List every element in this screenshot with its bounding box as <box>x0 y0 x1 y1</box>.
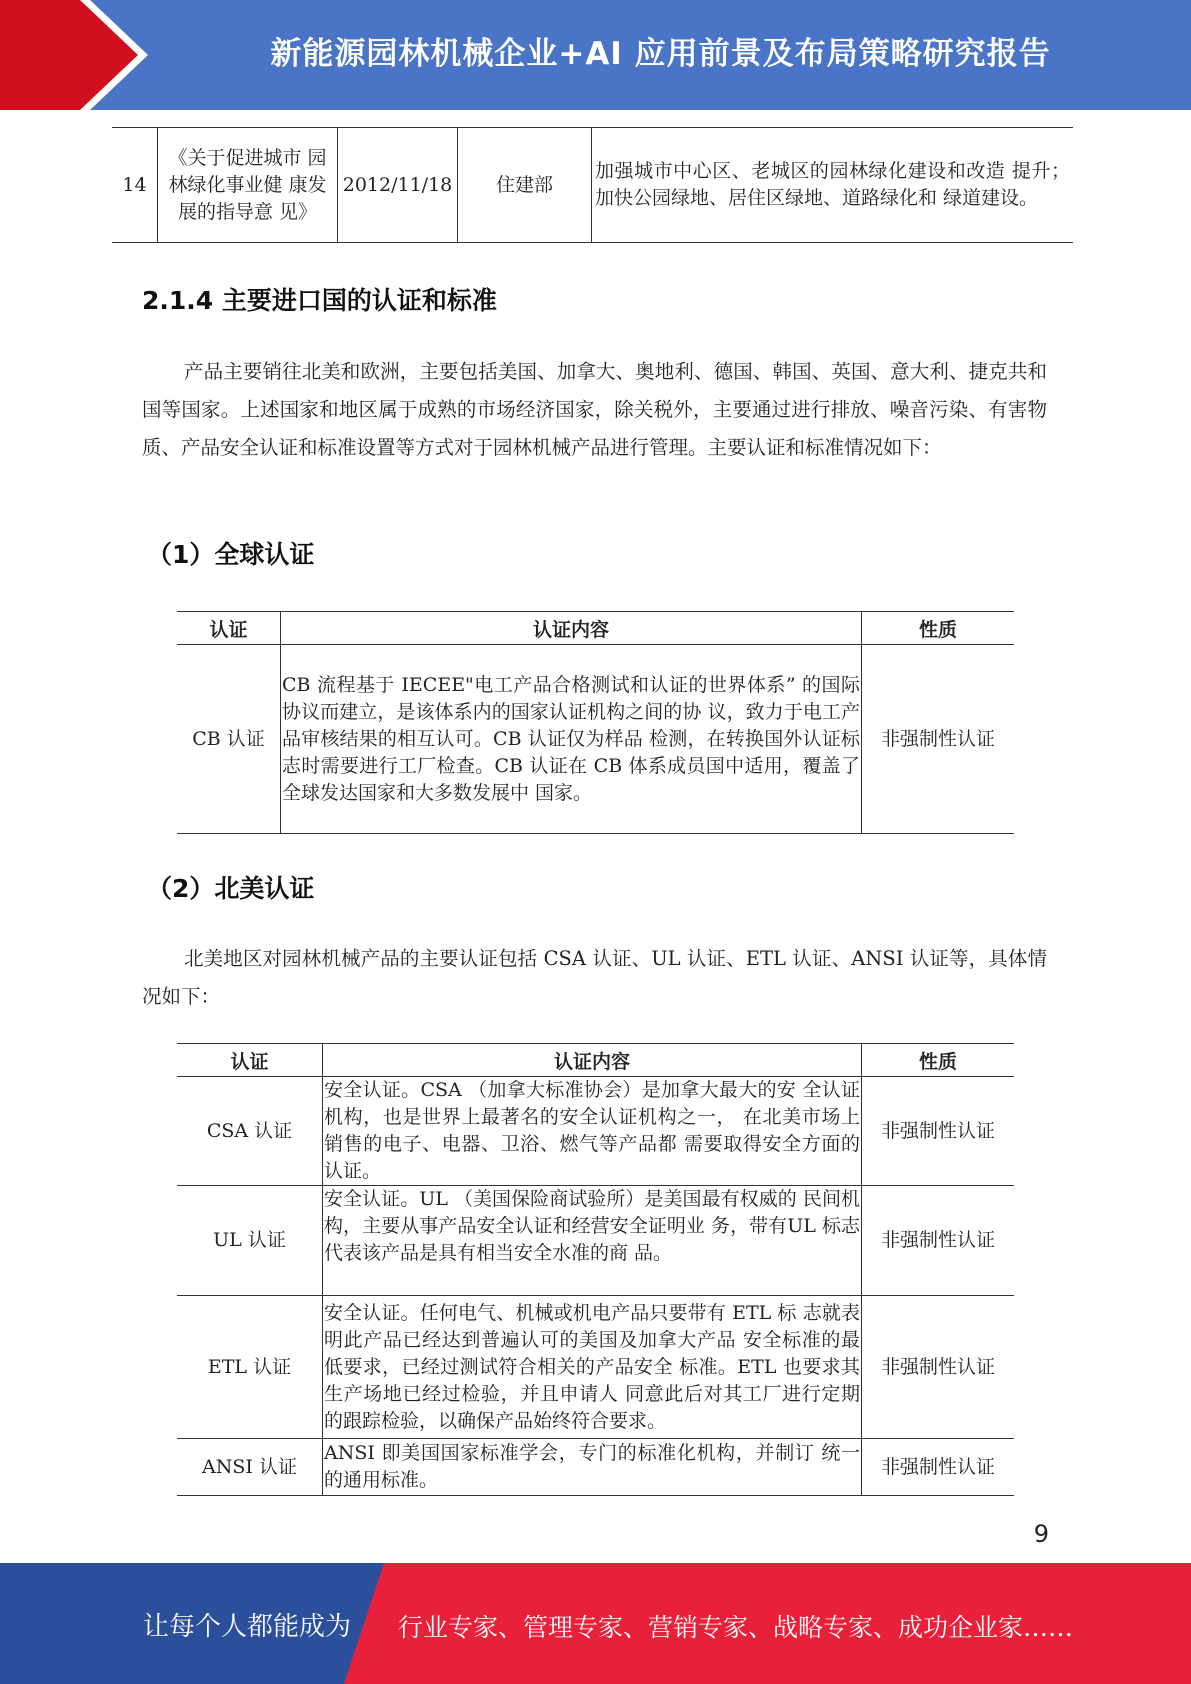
global-cert-table <box>177 611 1014 834</box>
cert-nature: 非强制性认证 <box>862 1077 1015 1186</box>
page-footer <box>0 1563 1191 1684</box>
policy-name: 《关于促进城市 园林绿化事业健 康发展的指导意 见》 <box>158 128 338 243</box>
cert-name: ANSI 认证 <box>177 1439 323 1496</box>
cert-name: CSA 认证 <box>177 1077 323 1186</box>
cert-nature: 非强制性认证 <box>862 645 1015 834</box>
col-header-content: 认证内容 <box>323 1044 862 1077</box>
table-row <box>177 1186 1014 1296</box>
page-number: 9 <box>1033 1520 1049 1548</box>
col-header-nature: 性质 <box>862 1044 1015 1077</box>
col-header-cert: 认证 <box>177 612 281 645</box>
global-cert-heading: （1）全球认证 <box>147 540 315 569</box>
policy-table <box>112 127 1073 243</box>
cert-content: 安全认证。任何电气、机械或机电产品只要带有 ETL 标 志就表明此产品已经达到普遍认可的美国及加拿大产品 安全标准的最低要求，已经过测试符合相关的产品安全 标准。ETL 也要求其生产场地已经过检验，并且申请人 同意此后对其工厂进行定期的跟踪检验，以确保产品始终符合要求。 <box>323 1296 862 1439</box>
policy-content: 加强城市中心区、老城区的园林绿化建设和改造 提升；加快公园绿地、居住区绿地、道路绿化和 绿道建设。 <box>592 128 1074 243</box>
cert-nature: 非强制性认证 <box>862 1296 1015 1439</box>
policy-department: 住建部 <box>458 128 592 243</box>
header-title: 新能源园林机械企业+AI 应用前景及布局策略研究报告 <box>270 36 1051 72</box>
row-number: 14 <box>112 128 158 243</box>
table-row <box>177 1296 1014 1439</box>
na-cert-heading: （2）北美认证 <box>147 874 315 903</box>
na-intro-paragraph: 北美地区对园林机械产品的主要认证包括 CSA 认证、UL 认证、ETL 认证、ANSI 认证等，具体情况如下： <box>142 947 1047 1008</box>
table-header-row <box>177 1044 1014 1077</box>
na-cert-table <box>177 1043 1014 1496</box>
cert-name: ETL 认证 <box>177 1296 323 1439</box>
col-header-nature: 性质 <box>862 612 1015 645</box>
policy-date: 2012/11/18 <box>338 128 458 243</box>
cert-content: 安全认证。UL （美国保险商试验所）是美国最有权威的 民间机构，主要从事产品安全认证和经营安全证明业 务，带有UL 标志代表该产品是具有相当安全水准的商 品。 <box>323 1186 862 1296</box>
cert-content: ANSI 即美国国家标准学会，专门的标准化机构，并制订 统一的通用标准。 <box>323 1439 862 1496</box>
table-row <box>177 1077 1014 1186</box>
table-header-row <box>177 612 1014 645</box>
cert-content: CB 流程基于 IECEE"电工产品合格测试和认证的世界体系” 的国际协议而建立，是该体系内的国家认证机构之间的协 议，致力于电工产品审核结果的相互认可。CB 认证仅为样品 检测，在转换国外认证标志时需要进行工厂检查。CB 认证在 CB 体系成员国中适用，覆盖了全球发达国家和大多数发展中 国家。 <box>281 645 862 834</box>
cert-name: UL 认证 <box>177 1186 323 1296</box>
cert-nature: 非强制性认证 <box>862 1439 1015 1496</box>
table-row <box>177 645 1014 834</box>
section-heading: 2.1.4 主要进口国的认证和标准 <box>142 286 497 315</box>
cert-name: CB 认证 <box>177 645 281 834</box>
col-header-cert: 认证 <box>177 1044 323 1077</box>
col-header-content: 认证内容 <box>281 612 862 645</box>
cert-nature: 非强制性认证 <box>862 1186 1015 1296</box>
page-header <box>0 0 1191 110</box>
table-row <box>177 1439 1014 1496</box>
table-row <box>112 128 1073 243</box>
footer-slogan-left: 让每个人都能成为 <box>143 1612 352 1642</box>
section-intro-paragraph: 产品主要销往北美和欧洲，主要包括美国、加拿大、奥地利、德国、韩国、英国、意大利、捷克共和国等国家。上述国家和地区属于成熟的市场经济国家，除关税外，主要通过进行排放、噪音污染、有害物质、产品安全认证和标准设置等方式对于园林机械产品进行管理。主要认证和标准情况如下： <box>142 360 1047 459</box>
footer-slogan-right: 行业专家、管理专家、营销专家、战略专家、成功企业家…… <box>398 1613 1074 1642</box>
cert-content: 安全认证。CSA （加拿大标准协会）是加拿大最大的安 全认证机构，也是世界上最著名的安全认证机构之一， 在北美市场上销售的电子、电器、卫浴、燃气等产品都 需要取得安全方面的认证。 <box>323 1077 862 1186</box>
